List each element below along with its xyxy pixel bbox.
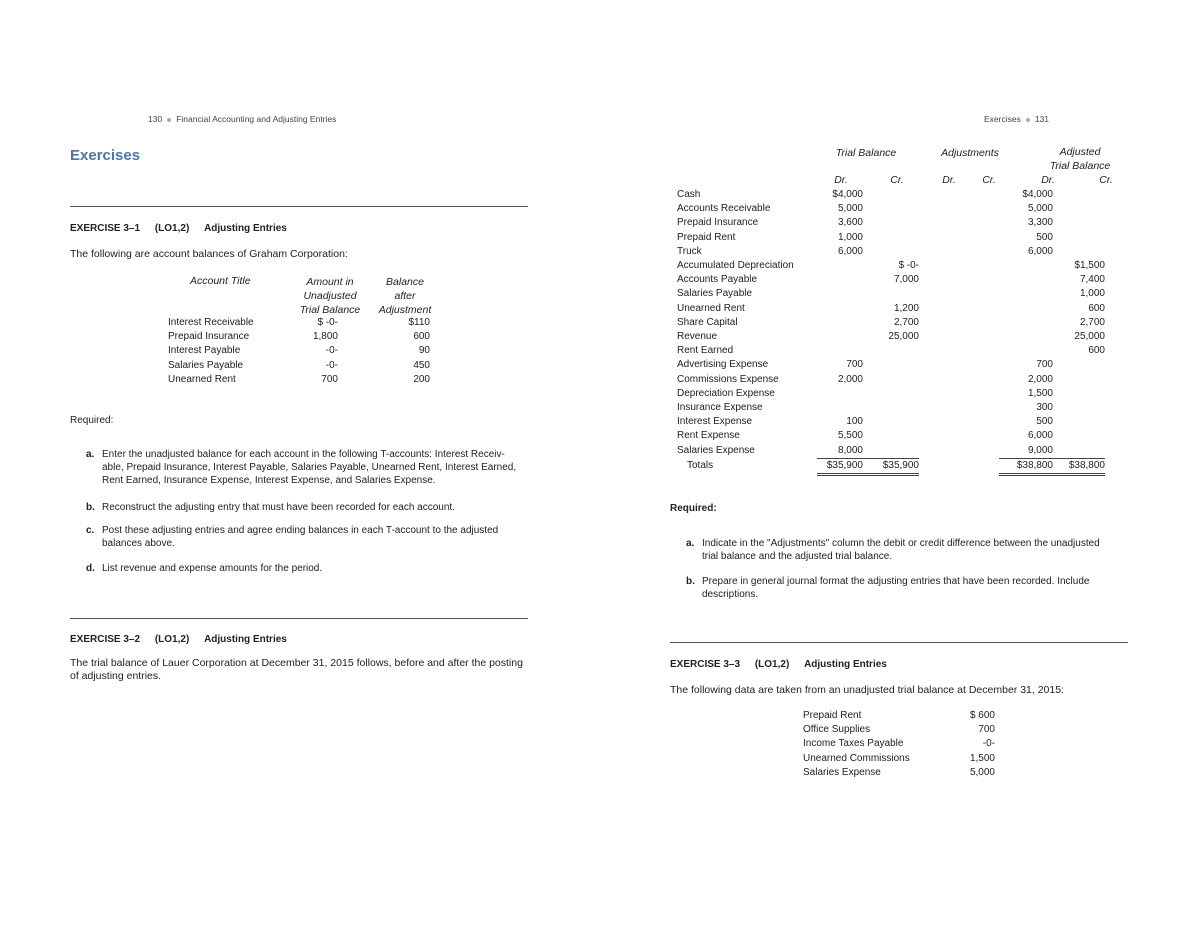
- left-page-header: [148, 114, 336, 124]
- exercise-3-3-heading: [670, 659, 887, 670]
- adj-cr-cell: [959, 444, 999, 459]
- exercise-title: Adjusting Entries: [804, 659, 887, 670]
- right-page-number: 131: [1034, 114, 1050, 124]
- adj-dr-cell: [919, 444, 959, 459]
- item-letter: a.: [686, 538, 695, 549]
- table-row: [677, 216, 1105, 230]
- account-cell: Prepaid Insurance: [677, 217, 759, 229]
- adjusted-cell: 200: [413, 373, 430, 385]
- subheader-atb-dr: Dr.: [1041, 174, 1055, 186]
- adj-dr-cell: [919, 287, 959, 301]
- adj-cr-cell: [959, 273, 999, 287]
- right-page-header: [984, 114, 1049, 124]
- exercise-3-3-intro: The following data are taken from an unadjusted trial balance at December 31, 2015:: [670, 684, 1064, 696]
- account-cell: Unearned Commissions: [803, 752, 910, 764]
- table-row: [677, 231, 1105, 245]
- divider: [70, 618, 528, 619]
- adj-cr-cell: [959, 415, 999, 429]
- exercise-3-3-table: [803, 709, 995, 780]
- atb-cr-cell: [1053, 358, 1105, 372]
- account-cell: Unearned Rent: [677, 302, 745, 314]
- exercise-title: Adjusting Entries: [204, 634, 287, 645]
- account-cell: Depreciation Expense: [677, 387, 775, 399]
- table-row: [677, 245, 1105, 259]
- tb-cr-cell: [863, 245, 919, 259]
- tb-cr-cell: $ -0-: [898, 260, 919, 272]
- adjusted-cell: 450: [413, 359, 430, 371]
- total-tb-cr: $35,900: [863, 458, 919, 474]
- atb-cr-cell: $1,500: [1074, 260, 1105, 272]
- table-row: [677, 444, 1105, 459]
- atb-dr-cell: 1,500: [1027, 387, 1053, 399]
- item-line: balances above.: [102, 538, 175, 549]
- item-letter: b.: [686, 576, 695, 587]
- table-row: [677, 387, 1105, 401]
- account-cell: Insurance Expense: [677, 402, 763, 414]
- item-text: List revenue and expense amounts for the period.: [102, 563, 323, 574]
- item-letter: c.: [86, 525, 95, 536]
- atb-cr-cell: 600: [1088, 345, 1105, 357]
- tb-dr-cell: [817, 316, 863, 330]
- table-row: [677, 373, 1105, 387]
- account-cell: Rent Earned: [677, 345, 734, 357]
- exercise-title: Adjusting Entries: [204, 223, 287, 234]
- account-cell: Prepaid Insurance: [168, 331, 250, 343]
- left-running-title: Financial Accounting and Adjusting Entries: [176, 114, 337, 124]
- total-tb-dr: $35,900: [817, 458, 863, 474]
- header-adjustments: Adjustments: [941, 147, 999, 159]
- account-cell: Accounts Payable: [677, 274, 758, 286]
- exercise-objectives: (LO1,2): [154, 634, 190, 645]
- adj-cr-cell: [959, 316, 999, 330]
- atb-cr-cell: [1053, 202, 1105, 216]
- tb-dr-cell: [817, 259, 863, 273]
- tb-cr-cell: [863, 231, 919, 245]
- tb-dr-cell: 8,000: [817, 444, 863, 459]
- atb-cr-cell: 25,000: [1074, 331, 1105, 343]
- divider: [70, 206, 528, 207]
- item-line: descriptions.: [702, 589, 759, 600]
- tb-dr-cell: 5,000: [837, 203, 863, 215]
- exercise-3-1-table: [168, 316, 430, 387]
- totals-label: Totals: [687, 460, 714, 472]
- required-label: Required:: [70, 415, 114, 426]
- exercise-number: EXERCISE 3–1: [70, 223, 141, 234]
- total-atb-dr: $38,800: [999, 458, 1053, 474]
- table-row: [677, 401, 1105, 415]
- col-header-unadjusted: [290, 275, 370, 317]
- tb-cr-cell: [863, 373, 919, 387]
- section-title: Exercises: [70, 147, 141, 164]
- adj-cr-cell: [959, 302, 999, 316]
- unadjusted-cell: -0-: [325, 345, 338, 357]
- header-line: Adjusted: [1059, 146, 1101, 158]
- divider: [670, 642, 1128, 643]
- col-header-line: Unadjusted: [303, 290, 357, 302]
- tb-dr-cell: [817, 287, 863, 301]
- tb-cr-cell: [863, 202, 919, 216]
- atb-cr-cell: [1053, 216, 1105, 230]
- adj-cr-cell: [959, 458, 999, 474]
- account-cell: Revenue: [677, 331, 718, 343]
- atb-dr-cell: $4,000: [1022, 189, 1053, 200]
- atb-cr-cell: 2,700: [1079, 316, 1105, 328]
- exercise-3-2-intro: [70, 657, 523, 683]
- header-adjusted-trial-balance: [1025, 145, 1135, 173]
- adjusted-cell: 600: [413, 331, 430, 343]
- account-cell: Rent Expense: [677, 430, 740, 442]
- header-trial-balance: Trial Balance: [835, 147, 897, 159]
- atb-dr-cell: 300: [1036, 402, 1053, 414]
- tb-dr-cell: 700: [846, 359, 863, 371]
- adj-dr-cell: [919, 202, 959, 216]
- list-item: [686, 575, 1089, 601]
- account-cell: Salaries Payable: [677, 288, 753, 300]
- atb-cr-cell: [1053, 231, 1105, 245]
- atb-cr-cell: [1053, 188, 1105, 202]
- col-header-line: Adjustment: [378, 304, 432, 316]
- atb-dr-cell: 6,000: [1027, 245, 1053, 257]
- tb-cr-cell: [863, 444, 919, 459]
- item-text: [102, 448, 516, 487]
- list-item: [86, 524, 498, 550]
- tb-dr-cell: 1,000: [837, 231, 863, 243]
- item-line: able, Prepaid Insurance, Interest Payable, Salaries Payable, Unearned Rent, Interest Earned,: [102, 462, 517, 473]
- tb-dr-cell: 2,000: [837, 373, 863, 385]
- atb-dr-cell: 9,000: [999, 444, 1053, 459]
- table-row: [677, 259, 1105, 273]
- atb-cr-cell: 600: [1088, 302, 1105, 314]
- subheader-adj-dr: Dr.: [942, 174, 956, 186]
- adj-dr-cell: [919, 302, 959, 316]
- adj-dr-cell: [919, 429, 959, 443]
- exercise-3-2-heading: [70, 634, 287, 645]
- table-row: [803, 723, 995, 737]
- table-row: [168, 330, 430, 344]
- adj-cr-cell: [959, 344, 999, 358]
- adj-dr-cell: [919, 415, 959, 429]
- account-cell: Salaries Expense: [803, 766, 881, 778]
- total-atb-cr: $38,800: [1053, 458, 1105, 474]
- table-row: [803, 766, 995, 780]
- atb-cr-cell: [1053, 373, 1105, 387]
- subheader-adj-cr: Cr.: [982, 174, 996, 186]
- item-line: Rent Earned, Insurance Expense, Interest Expense, and Salaries Expense.: [102, 475, 436, 486]
- account-cell: Share Capital: [677, 316, 738, 328]
- tb-cr-cell: [863, 216, 919, 230]
- tb-cr-cell: 1,200: [893, 302, 919, 314]
- tb-cr-cell: 7,000: [893, 274, 919, 286]
- adj-cr-cell: [959, 387, 999, 401]
- atb-dr-cell: 5,000: [1027, 203, 1053, 215]
- table-row: [677, 202, 1105, 216]
- exercise-objectives: (LO1,2): [754, 659, 790, 670]
- unadjusted-cell: $ -0-: [317, 317, 338, 328]
- adj-dr-cell: [919, 316, 959, 330]
- atb-dr-cell: [999, 259, 1053, 273]
- adj-dr-cell: [919, 216, 959, 230]
- col-header-account-title: Account Title: [190, 275, 251, 287]
- adj-cr-cell: [959, 358, 999, 372]
- tb-dr-cell: [817, 273, 863, 287]
- tb-dr-cell: $4,000: [832, 189, 863, 200]
- tb-cr-cell: 2,700: [893, 316, 919, 328]
- tb-dr-cell: 3,600: [837, 217, 863, 229]
- atb-cr-cell: [1053, 429, 1105, 443]
- account-cell: Salaries Payable: [168, 359, 244, 371]
- bullet-icon: [1026, 118, 1030, 122]
- adj-cr-cell: [959, 373, 999, 387]
- item-text: Reconstruct the adjusting entry that must have been recorded for each account.: [102, 502, 455, 513]
- atb-cr-cell: [1053, 401, 1105, 415]
- right-running-title: Exercises: [984, 114, 1021, 124]
- item-text: [102, 524, 498, 550]
- col-header-adjusted: [370, 275, 440, 317]
- col-header-line: after: [394, 290, 416, 302]
- item-letter: a.: [86, 449, 95, 460]
- adj-cr-cell: [959, 245, 999, 259]
- tb-dr-cell: 6,000: [837, 245, 863, 257]
- table-row: [677, 188, 1105, 202]
- adj-dr-cell: [919, 458, 959, 474]
- atb-dr-cell: [999, 302, 1053, 316]
- table-row: [168, 373, 430, 387]
- item-letter: d.: [86, 563, 95, 574]
- adj-dr-cell: [919, 273, 959, 287]
- subheader-tb-cr: Cr.: [890, 174, 904, 186]
- tb-cr-cell: [863, 344, 919, 358]
- account-cell: Interest Payable: [168, 345, 241, 357]
- header-line: Trial Balance: [1049, 160, 1111, 172]
- adj-dr-cell: [919, 358, 959, 372]
- tb-cr-cell: [863, 387, 919, 401]
- amount-cell: 5,000: [969, 766, 995, 778]
- account-cell: Salaries Expense: [677, 444, 755, 456]
- item-line: Prepare in general journal format the adjusting entries that have been recorded. Include: [702, 576, 1090, 587]
- account-cell: Accumulated Depreciation: [677, 260, 794, 272]
- list-item: [86, 448, 516, 487]
- table-row: [677, 287, 1105, 301]
- atb-dr-cell: 500: [1036, 231, 1053, 243]
- adj-cr-cell: [959, 401, 999, 415]
- table-row: [168, 359, 430, 373]
- adjusted-cell: 90: [418, 345, 430, 357]
- unadjusted-cell: 1,800: [312, 331, 338, 343]
- table-row: [168, 316, 430, 330]
- tb-dr-cell: [817, 387, 863, 401]
- atb-dr-cell: [999, 330, 1053, 344]
- tb-dr-cell: [817, 344, 863, 358]
- adj-dr-cell: [919, 330, 959, 344]
- required-label: Required:: [670, 503, 717, 514]
- exercise-objectives: (LO1,2): [154, 223, 190, 234]
- adj-dr-cell: [919, 231, 959, 245]
- table-row: [677, 330, 1105, 344]
- tb-dr-cell: 100: [846, 416, 863, 428]
- account-cell: Interest Expense: [677, 416, 753, 428]
- col-header-line: Trial Balance: [299, 304, 361, 316]
- atb-cr-cell: [1053, 415, 1105, 429]
- adj-cr-cell: [959, 330, 999, 344]
- tb-dr-cell: [817, 330, 863, 344]
- amount-cell: -0-: [982, 738, 995, 750]
- adj-dr-cell: [919, 401, 959, 415]
- item-line: Enter the unadjusted balance for each account in the following T-accounts: Interest Receiv-: [102, 449, 505, 460]
- adj-dr-cell: [919, 373, 959, 387]
- item-text: [702, 537, 1100, 563]
- atb-dr-cell: [999, 344, 1053, 358]
- table-row: [677, 316, 1105, 330]
- tb-cr-cell: [863, 287, 919, 301]
- item-letter: b.: [86, 502, 95, 513]
- account-cell: Truck: [677, 245, 702, 257]
- table-row: [803, 709, 995, 723]
- tb-dr-cell: [817, 401, 863, 415]
- table-row: [677, 344, 1105, 358]
- adj-cr-cell: [959, 202, 999, 216]
- atb-dr-cell: 500: [1036, 416, 1053, 428]
- col-header-line: Balance: [386, 276, 424, 288]
- exercise-3-1-heading: [70, 223, 287, 234]
- bullet-icon: [167, 118, 171, 122]
- intro-line: of adjusting entries.: [70, 670, 162, 682]
- amount-cell: $ 600: [969, 710, 995, 721]
- left-page-number: 130: [148, 114, 163, 124]
- atb-cr-cell: 1,000: [1079, 288, 1105, 300]
- adj-dr-cell: [919, 387, 959, 401]
- account-cell: Prepaid Rent: [677, 231, 736, 243]
- subheader-tb-dr: Dr.: [834, 174, 848, 186]
- adj-cr-cell: [959, 287, 999, 301]
- item-line: Indicate in the "Adjustments" column the debit or credit difference between the unadjusted: [702, 538, 1100, 549]
- subheader-atb-cr: Cr.: [1099, 174, 1113, 186]
- account-cell: Interest Receivable: [168, 317, 254, 328]
- atb-dr-cell: 3,300: [1027, 217, 1053, 229]
- tb-dr-cell: [817, 302, 863, 316]
- adj-cr-cell: [959, 429, 999, 443]
- atb-dr-cell: [999, 273, 1053, 287]
- table-row: [803, 752, 995, 766]
- atb-cr-cell: [1053, 387, 1105, 401]
- adjusted-cell: $110: [408, 317, 430, 328]
- adj-dr-cell: [919, 259, 959, 273]
- tb-cr-cell: [863, 429, 919, 443]
- exercise-number: EXERCISE 3–3: [670, 659, 741, 670]
- atb-dr-cell: [999, 287, 1053, 301]
- account-cell: Income Taxes Payable: [803, 738, 904, 750]
- atb-cr-cell: 7,400: [1079, 274, 1105, 286]
- tb-cr-cell: [863, 188, 919, 202]
- col-header-line: Amount in: [306, 276, 354, 288]
- amount-cell: 700: [978, 724, 995, 736]
- account-cell: Advertising Expense: [677, 359, 769, 371]
- exercise-number: EXERCISE 3–2: [70, 634, 141, 645]
- account-cell: Commissions Expense: [677, 373, 779, 385]
- account-cell: Prepaid Rent: [803, 710, 862, 721]
- table-row: [803, 737, 995, 751]
- unadjusted-cell: -0-: [325, 359, 338, 371]
- adj-cr-cell: [959, 216, 999, 230]
- adj-cr-cell: [959, 188, 999, 202]
- unadjusted-cell: 700: [321, 373, 338, 385]
- atb-dr-cell: 2,000: [1027, 373, 1053, 385]
- lauer-trial-balance-table: [677, 188, 1105, 476]
- atb-dr-cell: 6,000: [1027, 430, 1053, 442]
- totals-row: [677, 458, 1105, 474]
- intro-line: The trial balance of Lauer Corporation at December 31, 2015 follows, before and after the posting: [70, 657, 523, 669]
- table-row: [677, 415, 1105, 429]
- list-item: [686, 537, 1100, 563]
- account-cell: Office Supplies: [803, 724, 871, 736]
- table-row: [168, 344, 430, 358]
- item-line: trial balance and the adjusted trial balance.: [702, 551, 893, 562]
- table-row: [677, 358, 1105, 372]
- item-line: Post these adjusting entries and agree ending balances in each T-account to the adjusted: [102, 525, 499, 536]
- amount-cell: 1,500: [969, 752, 995, 764]
- account-cell: Cash: [677, 189, 701, 200]
- adj-dr-cell: [919, 344, 959, 358]
- adj-dr-cell: [919, 245, 959, 259]
- exercise-3-1-intro: The following are account balances of Graham Corporation:: [70, 248, 348, 260]
- adj-cr-cell: [959, 231, 999, 245]
- tb-cr-cell: [863, 401, 919, 415]
- table-row: [677, 273, 1105, 287]
- tb-cr-cell: [863, 415, 919, 429]
- atb-cr-cell: [1053, 444, 1105, 459]
- atb-dr-cell: [999, 316, 1053, 330]
- tb-cr-cell: 25,000: [888, 331, 919, 343]
- list-item: [86, 501, 455, 514]
- table-row: [677, 429, 1105, 443]
- adj-dr-cell: [919, 188, 959, 202]
- account-cell: Unearned Rent: [168, 373, 236, 385]
- table-row: [677, 302, 1105, 316]
- atb-cr-cell: [1053, 245, 1105, 259]
- tb-cr-cell: [863, 358, 919, 372]
- item-text: [702, 575, 1089, 601]
- list-item: [86, 562, 322, 575]
- adj-cr-cell: [959, 259, 999, 273]
- tb-dr-cell: 5,500: [837, 430, 863, 442]
- atb-dr-cell: 700: [1036, 359, 1053, 371]
- account-cell: Accounts Receivable: [677, 203, 771, 215]
